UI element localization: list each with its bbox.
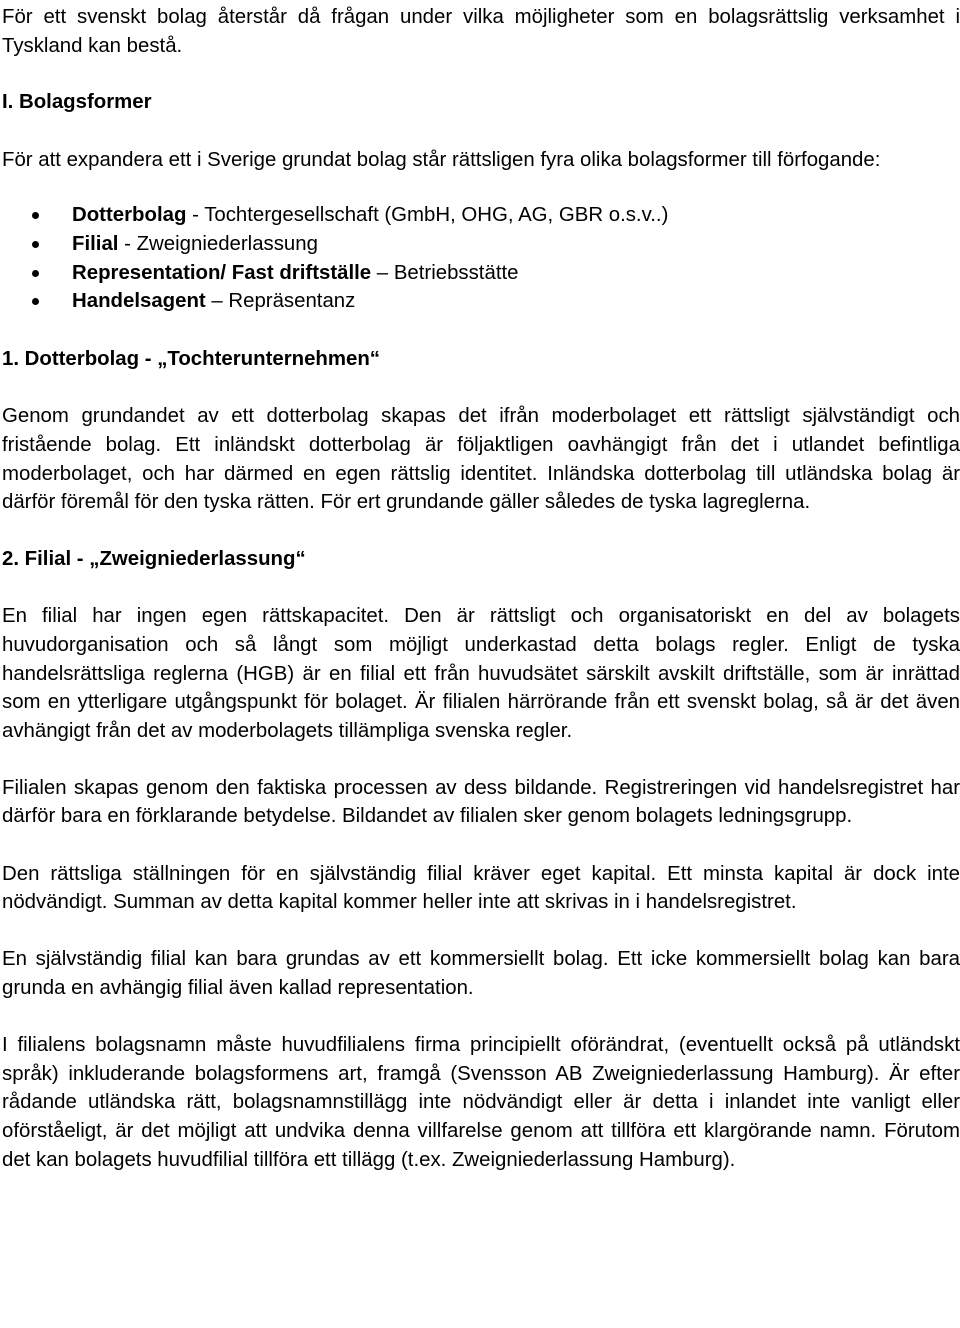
bullet-icon xyxy=(32,298,39,305)
list-item-desc: Betriebsstätte xyxy=(393,261,519,284)
list-item-separator: - xyxy=(118,232,137,255)
bullet-icon xyxy=(32,270,39,277)
list-item-term: Filial xyxy=(72,232,119,255)
list-item-separator: – xyxy=(371,261,394,284)
list-item-separator: - xyxy=(186,204,205,227)
bullet-icon xyxy=(32,241,39,248)
list-item-term: Representation/ Fast driftställe xyxy=(72,261,372,284)
dotterbolag-paragraph: Genom grundandet av ett dotterbolag skapas det ifrån moderbolaget ett rättsligt självständigt och fristående bolag. Ett inländskt dotterbolag är följaktligen oavhängigt från det i utlandet befintliga moderbolaget, och har därmed en egen rättslig identitet. Inländska dotterbolag till utländska bolag är därför föremål för den tyska rätten. För ert grundande gäller således de tyska lagreglerna. xyxy=(2,405,960,514)
section-heading-bolagsformer: I. Bolagsformer xyxy=(2,91,152,114)
list-item xyxy=(2,259,960,288)
filial-paragraph-1: En filial har ingen egen rättskapacitet. Den är rättsligt och organisatoriskt en del av bolagets huvudorganisation och så långt som möjligt underkastad detta bolags regler. Enligt de tyska handelsrättsliga reglerna (HGB) är en filial ett från huvudsätet särskilt avskilt driftställe, som är inrättad som en ytterligare utgångspunkt för bolaget. Är filialen härrörande från ett svenskt bolag, så är det även avhängigt från det av moderbolagets tillämpliga svenska regler. xyxy=(2,605,960,742)
list-item-term: Handelsagent xyxy=(72,290,206,313)
intro-paragraph: För ett svenskt bolag återstår då frågan under vilka möjligheter som en bolagsrättslig verksamhet i Tyskland kan bestå. xyxy=(2,6,960,57)
list-item-desc: Tochtergesellschaft (GmbH, OHG, AG, GBR o.s.v..) xyxy=(204,204,669,227)
list-item-separator: – xyxy=(205,290,229,313)
list-item-desc: Zweigniederlassung xyxy=(136,232,318,255)
section-heading-filial: 2. Filial - „Zweigniederlassung“ xyxy=(2,547,306,570)
bolagsformer-paragraph: För att expandera ett i Sverige grundat bolag står rättsligen fyra olika bolagsformer till förfogande: xyxy=(2,148,881,171)
filial-paragraph-3: Den rättsliga ställningen för en självständig filial kräver eget kapital. Ett minsta kapital är dock inte nödvändigt. Summan av detta kapital kommer heller inte att skrivas in i handelsregistret. xyxy=(2,862,960,914)
filial-paragraph-4: En självständig filial kan bara grundas av ett kommersiellt bolag. Ett icke kommersiellt bolag kan bara grunda en avhängig filial även kallad representation. xyxy=(2,948,960,1000)
list-item-term: Dotterbolag xyxy=(72,204,187,227)
filial-paragraph-5: I filialens bolagsnamn måste huvudfilialens firma principiellt oförändrat, (eventuellt också på utländskt språk) inkluderande bolagsformens art, framgå (Svensson AB Zweigniederlassung Hamburg). Är efter rådande utländska rätt, bolagsnamnstillägg inte nödvändigt eller är detta i inlandet inte vanligt eller oförståeligt, är det möjligt att undvika denna villfarelse genom att tillföra ett klargörande namn. Förutom det kan bolagets huvudfilial tillföra ett tillägg (t.ex. Zweigniederlassung Hamburg). xyxy=(2,1034,960,1171)
bolagsformer-list xyxy=(2,201,960,315)
list-item xyxy=(2,201,960,230)
section-heading-dotterbolag: 1. Dotterbolag - „Tochterunternehmen“ xyxy=(2,347,381,370)
filial-paragraph-2: Filialen skapas genom den faktiska processen av dess bildande. Registreringen vid handelsregistret har därför bara en förklarande betydelse. Bildandet av filialen sker genom bolagets ledningsgrupp. xyxy=(2,776,960,828)
bullet-icon xyxy=(32,212,39,219)
list-item xyxy=(2,230,960,259)
list-item xyxy=(2,287,960,316)
list-item-desc: Repräsentanz xyxy=(228,290,356,313)
